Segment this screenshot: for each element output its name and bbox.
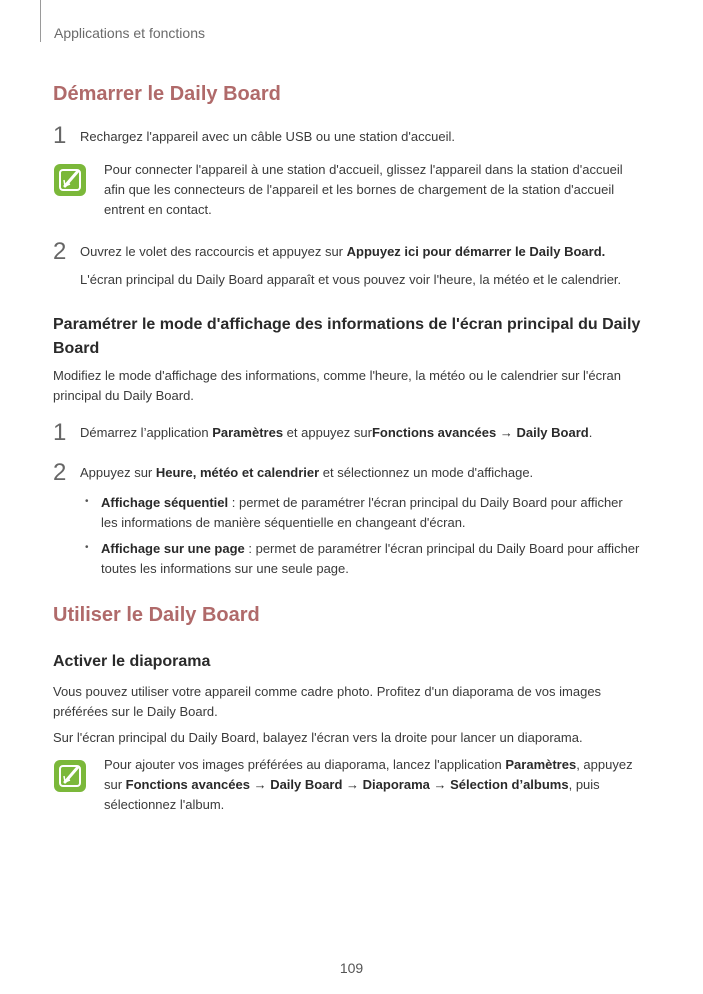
note-icon xyxy=(54,164,86,196)
text-span: Appuyez sur xyxy=(80,465,156,480)
diaporama-instruction: Sur l'écran principal du Daily Board, balayez l'écran vers la droite pour lancer un diaporama. xyxy=(53,730,583,745)
section-header: Applications et fonctions xyxy=(54,25,205,41)
subsection-title-diaporama: Activer le diaporama xyxy=(53,653,211,670)
bold-span: Daily Board xyxy=(270,777,343,792)
text-span: . xyxy=(588,425,593,440)
text-span: et appuyez sur xyxy=(283,425,372,440)
step-text-1b xyxy=(80,423,655,443)
bold-span: Fonctions avancées xyxy=(125,777,250,792)
section-title-utiliser: Utiliser le Daily Board xyxy=(53,604,260,626)
note-line: sélectionnez l'album. xyxy=(104,797,225,812)
para-line: Vous pouvez utiliser votre appareil comme cadre photo. Profitez d'un diaporama de vos images xyxy=(53,684,602,699)
title-line: Paramétrer le mode d'affichage des informations de l'écran principal du Daily xyxy=(53,316,641,333)
bullet-line: les informations de manière séquentielle en changeant d'écran. xyxy=(101,515,466,530)
bold-span: Diaporama xyxy=(362,777,430,792)
step-number-1b: 1 xyxy=(53,419,67,446)
text-span: Démarrez l’application xyxy=(80,425,213,440)
note-text-1 xyxy=(104,160,649,220)
text-span: : permet de paramétrer l'écran principal du Daily Board pour afficher xyxy=(228,495,623,510)
bullet-item-page xyxy=(101,539,654,579)
note-line xyxy=(104,755,649,775)
bullet-line xyxy=(101,493,654,513)
bold-span: Heure, météo et calendrier xyxy=(155,465,320,480)
bullet-item-sequentiel xyxy=(101,493,654,533)
section-title-demarrer: Démarrer le Daily Board xyxy=(53,83,281,105)
step-text-bold: Appuyez ici pour démarrer le Daily Board. xyxy=(346,244,606,259)
diaporama-intro xyxy=(53,682,648,722)
arrow-span: → xyxy=(249,777,271,792)
text-span: , appuyez xyxy=(576,757,633,772)
page-rule xyxy=(40,0,41,42)
arrow-span: → xyxy=(429,777,451,792)
bold-span: Fonctions avancées xyxy=(371,425,497,440)
note-text-2 xyxy=(104,755,649,815)
bold-span: Paramètres xyxy=(505,757,577,772)
step-number-2b: 2 xyxy=(53,459,67,486)
arrow-span: → xyxy=(496,425,517,440)
text-span: sur xyxy=(104,777,126,792)
text-span: Pour ajouter vos images préférées au diaporama, lancez l'application xyxy=(104,757,506,772)
bold-span: Affichage séquentiel xyxy=(101,495,229,510)
bullet-line xyxy=(101,539,654,559)
page-number: 109 xyxy=(339,960,364,976)
note-line: entrent en contact. xyxy=(104,202,212,217)
subsection-intro xyxy=(53,366,648,406)
bold-span: Affichage sur une page xyxy=(101,541,245,556)
text-span: et sélectionnez un mode d'affichage. xyxy=(319,465,534,480)
bold-span: Daily Board xyxy=(516,425,589,440)
step-text-2b xyxy=(80,463,655,483)
note-icon xyxy=(54,760,86,792)
arrow-span: → xyxy=(342,777,363,792)
bold-span: Paramètres xyxy=(212,425,284,440)
step-text-plain: Ouvrez le volet des raccourcis et appuyez sur xyxy=(80,244,347,259)
step-text-2 xyxy=(80,242,655,262)
step-text-1: Rechargez l'appareil avec un câble USB ou une station d'accueil. xyxy=(80,129,455,144)
intro-line: Modifiez le mode d'affichage des informations, comme l'heure, la météo ou le calendrier sur l'écran xyxy=(53,368,621,383)
bullet-dot: • xyxy=(85,496,89,507)
para-line: préférées sur le Daily Board. xyxy=(53,704,218,719)
text-span: , puis xyxy=(568,777,600,792)
text-span: : permet de paramétrer l'écran principal du Daily Board pour afficher xyxy=(244,541,640,556)
step-2-description: L'écran principal du Daily Board apparaît et vous pouvez voir l'heure, la météo et le calendrier. xyxy=(80,272,622,287)
bullet-dot: • xyxy=(85,542,89,553)
note-line: afin que les connecteurs de l'appareil et les bornes de chargement de la station d'accueil xyxy=(104,182,615,197)
bold-span: Sélection d’albums xyxy=(450,777,569,792)
step-number-1: 1 xyxy=(53,122,67,149)
note-line: Pour connecter l'appareil à une station d'accueil, glissez l'appareil dans la station d'accueil xyxy=(104,162,623,177)
step-number-2: 2 xyxy=(53,238,67,265)
subsection-title-parametrer xyxy=(53,313,653,361)
intro-line: principal du Daily Board. xyxy=(53,388,194,403)
note-line xyxy=(104,775,649,795)
title-line: Board xyxy=(53,340,100,357)
bullet-line: toutes les informations sur une seule page. xyxy=(101,561,349,576)
